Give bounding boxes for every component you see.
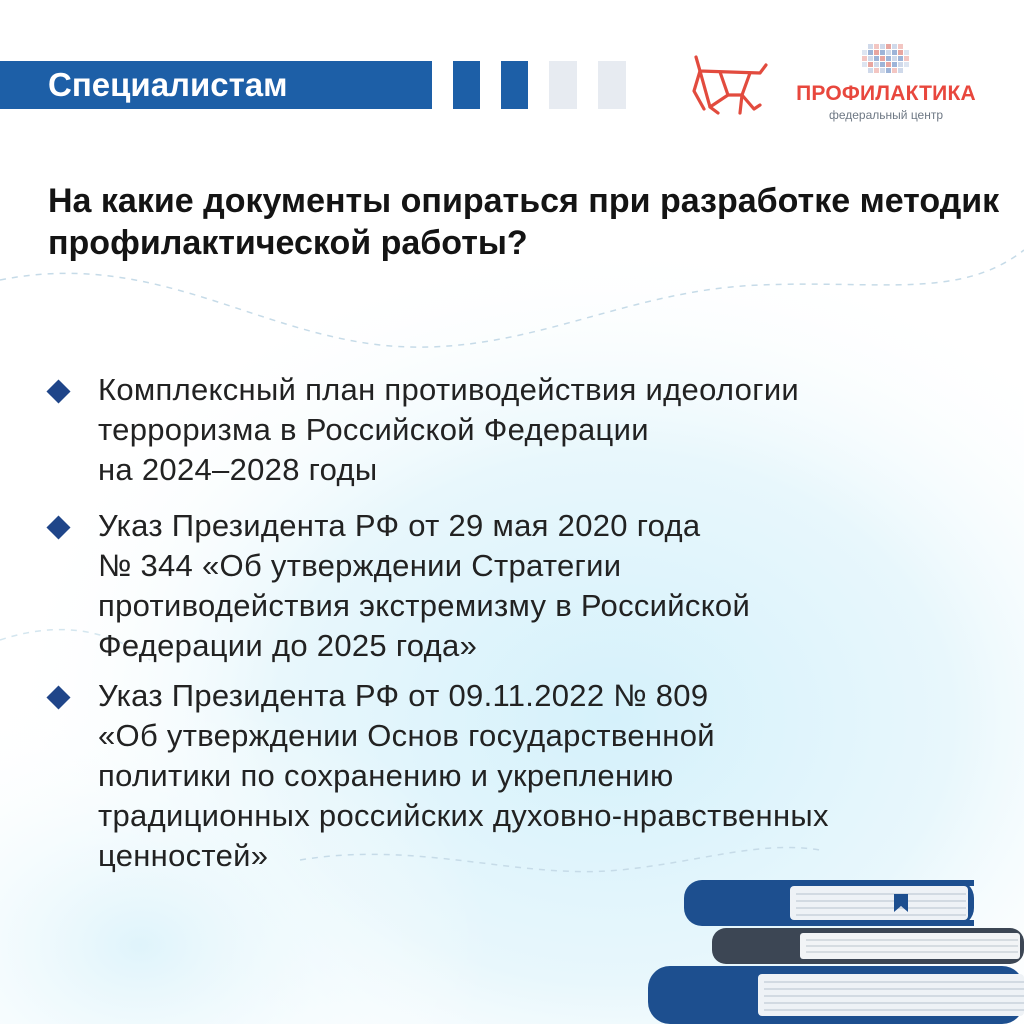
header-stripe	[549, 61, 577, 109]
list-item-line: № 344 «Об утверждении Стратегии	[98, 548, 622, 583]
list-item-text	[98, 506, 1008, 666]
list-item-text	[98, 676, 1008, 876]
page-title: На какие документы опираться при разработке методик профилактической работы?	[48, 182, 1000, 262]
list-item-line: ценностей»	[98, 838, 269, 873]
horse-logo-icon	[690, 55, 770, 117]
list-item-line: терроризма в Российской Федерации	[98, 412, 649, 447]
list-item-line: Указ Президента РФ от 29 мая 2020 года	[98, 508, 701, 543]
list-item-line: Указ Президента РФ от 09.11.2022 № 809	[98, 678, 709, 713]
list-item-line: политики по сохранению и укреплению	[98, 758, 674, 793]
header-stripe	[453, 61, 480, 109]
logo-name: ПРОФИЛАКТИКА	[796, 82, 976, 105]
logo-subtitle: федеральный центр	[828, 108, 944, 122]
header-stripe	[598, 61, 626, 109]
list-item-line: противодействия экстремизму в Российской	[98, 588, 751, 623]
header-stripe	[501, 61, 528, 109]
header-label: Специалистам	[48, 66, 288, 103]
list-item-text	[98, 370, 1008, 490]
list-item-line: Федерации до 2025 года»	[98, 628, 478, 663]
list-item-line: «Об утверждении Основ государственной	[98, 718, 715, 753]
books-stack-icon	[640, 870, 1024, 1024]
list-item-line: Комплексный план противодействия идеологии	[98, 372, 800, 407]
list-item-line: традиционных российских духовно-нравственных	[98, 798, 829, 833]
list-item-line: на 2024–2028 годы	[98, 452, 378, 487]
logo-grid-icon	[862, 44, 910, 80]
